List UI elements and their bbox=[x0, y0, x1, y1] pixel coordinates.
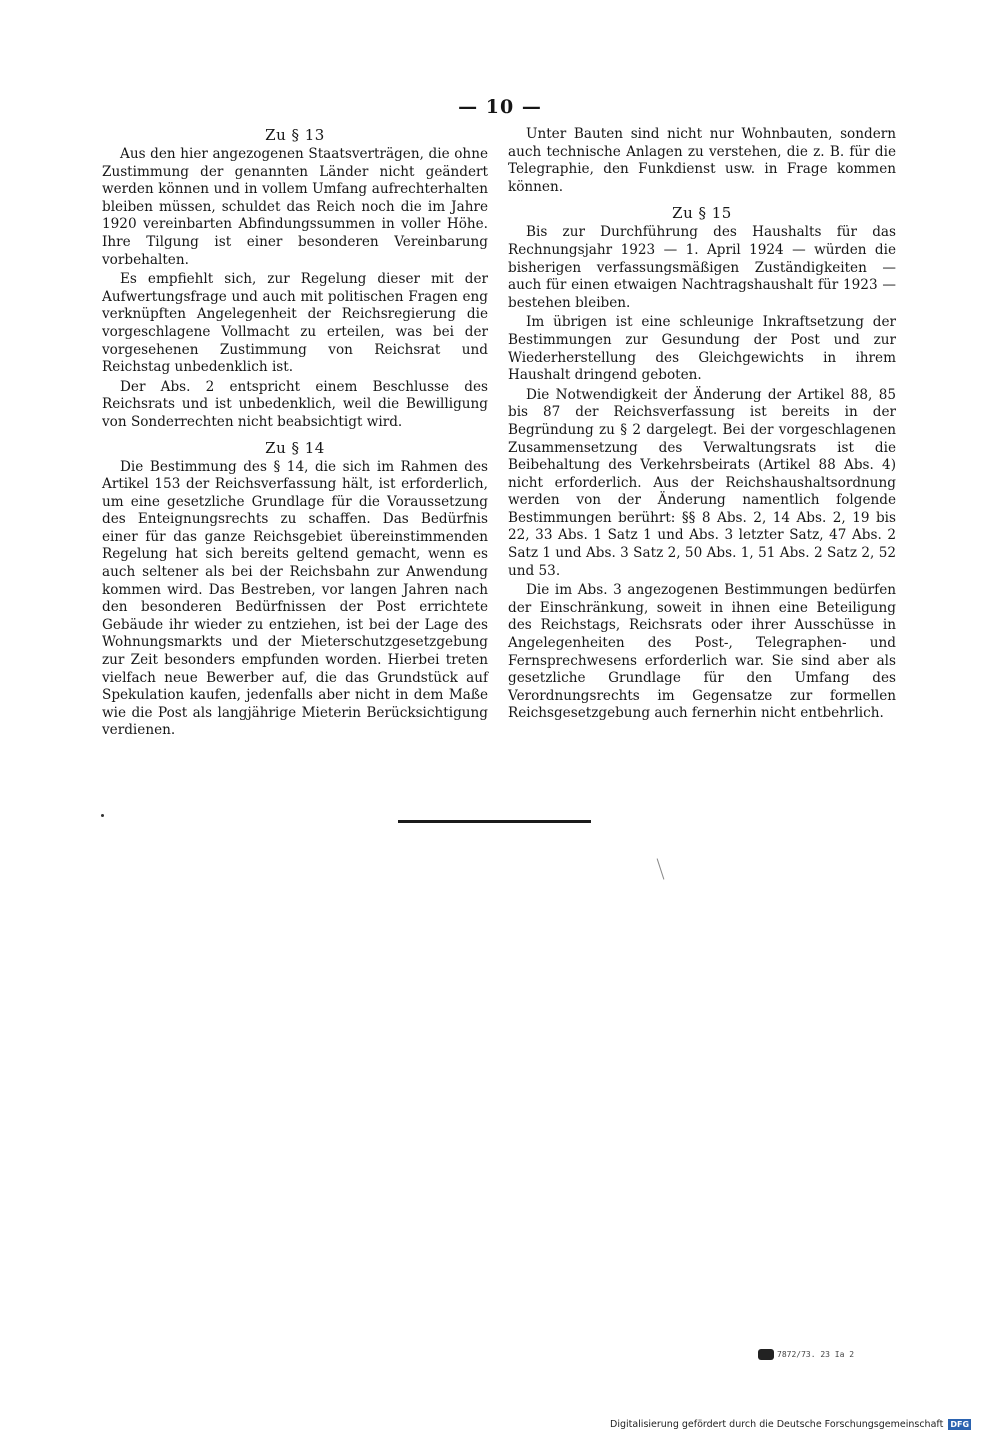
paragraph: Die im Abs. 3 angezogenen Bestimmungen bedürfen der Einschränkung, soweit in ihnen eine Beteiligung des Reichstags, Reichsrats oder ihrer Ausschüsse in Angelegenheiten des Post-, Telegraphen- und Fernsprechwesens erforderlich war. Sie sind aber als gesetzliche Grundlage für den Umfang des Verordnungsrechts im Gegensatze zur formellen Reichsgesetzgebung auch fernerhin nicht entbehrlich. bbox=[508, 582, 896, 722]
footer-text: Digitalisierung gefördert durch die Deutsche Forschungsgemeinschaft bbox=[610, 1419, 944, 1430]
left-column bbox=[102, 126, 488, 747]
dfg-logo: DFG bbox=[950, 1420, 970, 1429]
paragraph: Im übrigen ist eine schleunige Inkraftsetzung der Bestimmungen zur Gesundung der Post und zur Wiederherstellung des Gleichgewichts in ihrem Haushalt dringend geboten. bbox=[508, 314, 896, 384]
print-code: 7872/73. 23 Ia 2 bbox=[777, 1350, 855, 1359]
section-heading: Zu § 14 bbox=[265, 438, 325, 457]
scan-mark bbox=[657, 858, 665, 879]
paragraph: Der Abs. 2 entspricht einem Beschlusse des Reichsrats und ist unbedenklich, weil die Bewilligung von Sonderrechten nicht beabsichtigt wird. bbox=[102, 378, 488, 430]
printer-logo-icon bbox=[758, 1349, 774, 1360]
section-heading: Zu § 15 bbox=[672, 204, 732, 223]
paragraph: Die Bestimmung des § 14, die sich im Rahmen des Artikel 153 der Reichsverfassung hält, ist erforderlich, um eine gesetzliche Grundlage für die Voraussetzung des Enteignungsrechts zu schaffen. Das Bedürfnis einer für das ganze Reichsgebiet übereinstimmenden Regelung hat sich bereits geltend gemacht, wenn es auch seltener als bei der Reichsbahn zur Anwendung kommen wird. Das Bestreben, vor langen Jahren nach den besonderen Bedürfnissen der Post errichtete Gebäude ihr wieder zu entziehen, ist bei der Lage des Wohnungsmarkts und der Mieterschutzgesetzgebung zur Zeit besonders empfunden worden. Hierbei treten vielfach neue Bewerber auf, die das Grundstück auf Spekulation kaufen, jedenfalls aber nicht in dem Maße wie die Post als langjährige Mieterin Berücksichtigung verdienen. bbox=[102, 458, 488, 739]
closing-rule bbox=[398, 820, 591, 823]
paragraph: Die Notwendigkeit der Änderung der Artikel 88, 85 bis 87 der Reichsverfassung ist bereits in der Begründung zu § 2 dargelegt. Bei der vorgeschlagenen Zusammensetzung des Verwaltungsrats ist die Beibehaltung des Verkehrsbeirats (Artikel 88 Abs. 4) nicht erforderlich. Aus der Reichshaushaltsordnung werden von der Änderung namentlich folgende Bestimmungen berührt: §§ 8 Abs. 2, 14 Abs. 2, 19 bis 22, 33 Abs. 1 Satz 1 und Abs. 3 letzter Satz, 47 Abs. 2 Satz 1 und Abs. 3 Satz 2, 50 Abs. 1, 51 Abs. 2 Satz 2, 52 und 53. bbox=[508, 386, 896, 579]
section-heading: Zu § 13 bbox=[265, 126, 325, 144]
paragraph: Aus den hier angezogenen Staatsverträgen, die ohne Zustimmung der genannten Länder nicht geändert werden können und in vollem Umfang aufrechterhalten bleiben müssen, schuldet das Reich noch die im Jahre 1920 vereinbarten Abfindungssummen in voller Höhe. Ihre Tilgung ist einer besonderen Vereinbarung vorbehalten. bbox=[102, 146, 488, 268]
digitization-footer bbox=[610, 1419, 971, 1430]
paragraph: Unter Bauten sind nicht nur Wohnbauten, sondern auch technische Anlagen zu verstehen, die z. B. für die Telegraphie, den Funkdienst usw. in Frage kommen können. bbox=[508, 126, 896, 195]
section-14 bbox=[102, 439, 488, 741]
right-column bbox=[508, 126, 896, 730]
page-number: — 10 — bbox=[458, 96, 542, 118]
paragraph: Es empfiehlt sich, zur Regelung dieser mit der Aufwertungsfrage und auch mit politischen Fragen eng verknüpften Angelegenheit der Reichsregierung die vorgeschlagene Vollmacht zu erteilen, was bei der vorgesehenen Zustimmung von Reichsrat und Reichstag unbedenklich ist. bbox=[102, 271, 488, 376]
printer-mark bbox=[758, 1349, 854, 1360]
section-13 bbox=[102, 126, 488, 432]
section-15 bbox=[508, 204, 896, 723]
scan-speck bbox=[101, 814, 104, 817]
paragraph: Bis zur Durchführung des Haushalts für das Rechnungsjahr 1923 — 1. April 1924 — würden die bisherigen verfassungsmäßigen Zuständigkeiten — auch für einen etwaigen Nachtragshaushalt für 1923 — bestehen bleiben. bbox=[508, 224, 896, 311]
